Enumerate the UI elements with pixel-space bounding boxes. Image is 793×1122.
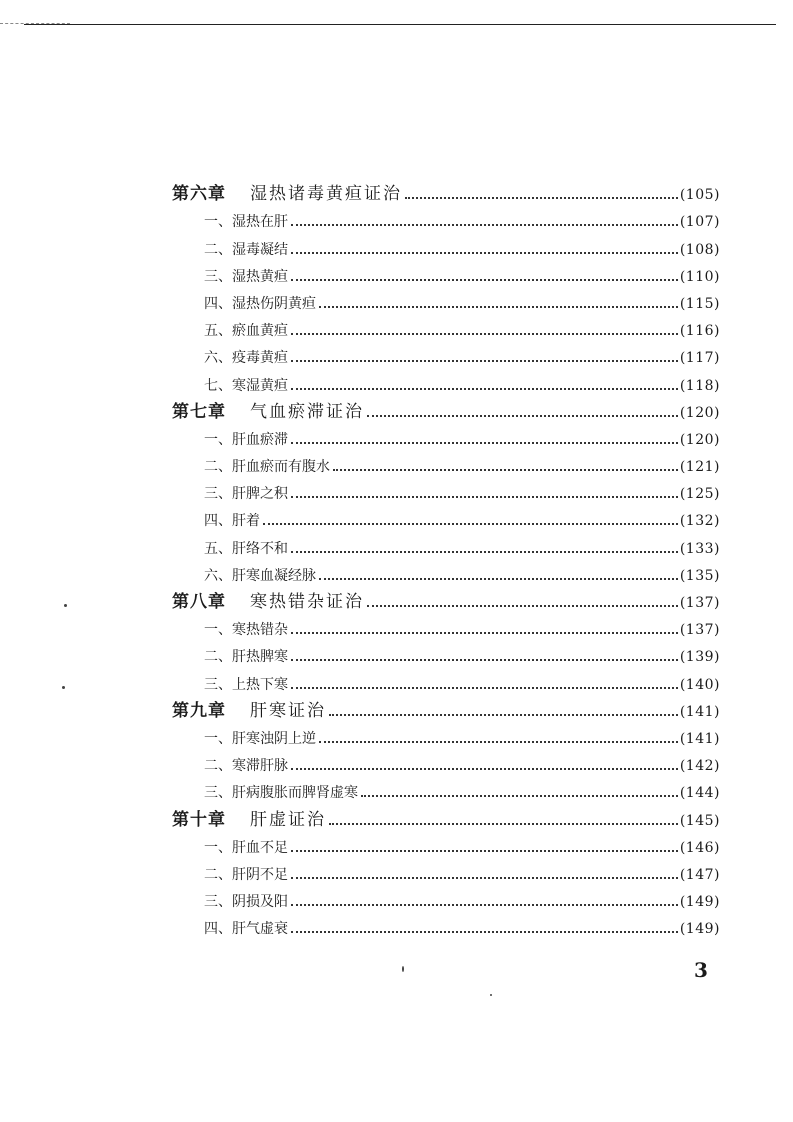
page-number: 3 [694,958,708,982]
toc-entry-number: 一、 [204,839,232,856]
toc-chapter-entry [172,585,720,612]
toc-entry-page: (146) [679,839,720,856]
toc-entry-page: (142) [679,758,720,775]
scan-speck [490,994,492,996]
toc-entry-title: 肝寒血凝经脉 [232,567,316,584]
toc-entry-page: (115) [679,295,720,312]
toc-entry-number: 一、 [204,214,232,231]
toc-section-entry [172,530,720,557]
toc-section-entry [172,204,720,231]
toc-entry-number: 第八章 [172,592,226,612]
dot-leader [291,442,678,444]
toc-entry-number: 二、 [204,649,232,666]
toc-entry-page: (118) [679,377,720,394]
toc-entry-page: (147) [679,866,720,883]
toc-section-entry [172,340,720,367]
toc-entry-page: (137) [679,595,720,611]
toc-entry-page: (135) [679,567,720,584]
dot-leader [329,714,678,716]
toc-section-entry [172,313,720,340]
toc-entry-page: (120) [679,431,720,448]
dot-leader [291,632,678,634]
toc-entry-page: (116) [679,323,720,340]
toc-entry-title: 肝寒证治 [250,700,326,721]
toc-entry-title: 湿热伤阴黄疸 [232,295,316,312]
toc-entry-title: 瘀血黄疸 [232,323,288,340]
toc-entry-number: 六、 [204,567,232,584]
dot-leader [361,795,678,797]
dot-leader [367,415,678,417]
toc-section-entry [172,639,720,666]
dot-leader [291,931,678,933]
toc-section-entry [172,666,720,693]
toc-entry-title: 肝热脾寒 [232,649,288,666]
toc-entry-page: (108) [679,241,720,258]
toc-entry-number: 四、 [204,921,232,938]
toc-entry-page: (141) [679,703,720,720]
toc-entry-number: 三、 [204,676,232,693]
toc-entry-title: 肝血不足 [232,839,288,856]
toc-section-entry [172,286,720,313]
toc-entry-page: (120) [679,404,720,421]
toc-entry-number: 三、 [204,268,232,285]
toc-section-entry [172,748,720,775]
dot-leader [291,687,678,689]
toc-section-entry [172,830,720,857]
toc-entry-title: 湿毒凝结 [232,241,288,258]
toc-chapter-entry [172,802,720,829]
scan-speck [62,686,65,689]
toc-entry-page: (133) [679,540,720,557]
toc-section-entry [172,503,720,530]
toc-entry-number: 五、 [204,323,232,340]
toc-entry-number: 三、 [204,785,232,802]
toc-section-entry [172,775,720,802]
dot-leader [291,252,678,254]
toc-entry-title: 肝阴不足 [232,866,288,883]
toc-section-entry [172,476,720,503]
toc-section-entry [172,231,720,258]
toc-section-entry [172,884,720,911]
toc-entry-title: 寒滞肝脉 [232,758,288,775]
toc-entry-title: 湿热黄疸 [232,268,288,285]
toc-entry-number: 三、 [204,894,232,911]
toc-entry-number: 五、 [204,540,232,557]
toc-entry-page: (149) [679,921,720,938]
toc-entry-number: 二、 [204,866,232,883]
toc-entry-page: (125) [679,486,720,503]
dot-leader [291,224,678,226]
dot-leader [291,768,678,770]
toc-entry-page: (149) [679,894,720,911]
toc-entry-title: 肝血瘀滞 [232,431,288,448]
toc-entry-title: 肝着 [232,513,260,530]
dot-leader [291,360,678,362]
toc-section-entry [172,422,720,449]
dot-leader [405,197,678,199]
dot-leader [291,877,678,879]
scan-speck [64,604,67,607]
toc-entry-page: (139) [679,649,720,666]
dot-leader [319,306,678,308]
toc-entry-title: 肝病腹胀而脾肾虚寒 [232,785,358,802]
toc-entry-number: 六、 [204,350,232,367]
dot-leader [333,469,678,471]
toc-chapter-entry [172,177,720,204]
toc-entry-title: 湿热诸毒黄疸证治 [250,184,402,205]
toc-entry-page: (140) [679,676,720,693]
toc-entry-page: (141) [679,730,720,747]
dot-leader [329,823,678,825]
toc-chapter-entry [172,395,720,422]
toc-entry-title: 肝络不和 [232,540,288,557]
toc-entry-title: 湿热在肝 [232,214,288,231]
scan-speck [402,966,404,972]
toc-section-entry [172,721,720,748]
toc-entry-title: 寒湿黄疸 [232,377,288,394]
dot-leader [291,659,678,661]
toc-entry-page: (107) [679,214,720,231]
toc-entry-page: (121) [679,459,720,476]
toc-entry-page: (144) [679,785,720,802]
toc-entry-number: 第十章 [172,809,226,830]
dot-leader [291,388,678,390]
toc-entry-title: 气血瘀滞证治 [250,401,364,422]
toc-entry-number: 四、 [204,295,232,312]
dot-leader [291,333,678,335]
toc-entry-number: 第七章 [172,401,226,422]
toc-section-entry [172,857,720,884]
toc-entry-number: 一、 [204,622,232,639]
toc-entry-title: 上热下寒 [232,676,288,693]
dot-leader [291,850,678,852]
toc-entry-page: (110) [679,268,720,285]
toc-entry-page: (117) [679,350,720,367]
toc-entry-title: 肝血瘀而有腹水 [232,459,330,476]
toc-entry-number: 二、 [204,241,232,258]
toc-entry-title: 肝脾之积 [232,486,288,503]
dot-leader [367,605,678,607]
table-of-contents [172,177,720,938]
toc-entry-page: (132) [679,513,720,530]
toc-section-entry [172,367,720,394]
toc-section-entry [172,449,720,476]
toc-entry-number: 一、 [204,730,232,747]
toc-entry-number: 四、 [204,513,232,530]
toc-entry-title: 阴损及阳 [232,894,288,911]
toc-entry-title: 肝虚证治 [250,809,326,830]
dot-leader [291,904,678,906]
dot-leader [319,741,678,743]
header-rule [24,24,776,25]
toc-entry-page: (105) [679,187,720,204]
toc-entry-number: 二、 [204,459,232,476]
dot-leader [291,551,678,553]
toc-entry-number: 第九章 [172,700,226,721]
dot-leader [291,279,678,281]
toc-entry-title: 寒热错杂证治 [250,592,364,612]
toc-section-entry [172,259,720,286]
toc-entry-page: (145) [679,812,720,829]
toc-entry-number: 一、 [204,431,232,448]
toc-entry-number: 二、 [204,758,232,775]
toc-entry-number: 第六章 [172,184,226,205]
toc-section-entry [172,558,720,585]
toc-entry-page: (137) [679,622,720,639]
dot-leader [291,496,678,498]
toc-entry-title: 疫毒黄疸 [232,350,288,367]
toc-entry-title: 肝寒浊阴上逆 [232,730,316,747]
toc-entry-number: 七、 [204,377,232,394]
toc-section-entry [172,911,720,938]
toc-chapter-entry [172,694,720,721]
dot-leader [263,523,678,525]
toc-entry-title: 寒热错杂 [232,622,288,639]
toc-section-entry [172,612,720,639]
toc-entry-number: 三、 [204,486,232,503]
toc-entry-title: 肝气虚衰 [232,921,288,938]
dot-leader [319,578,678,580]
